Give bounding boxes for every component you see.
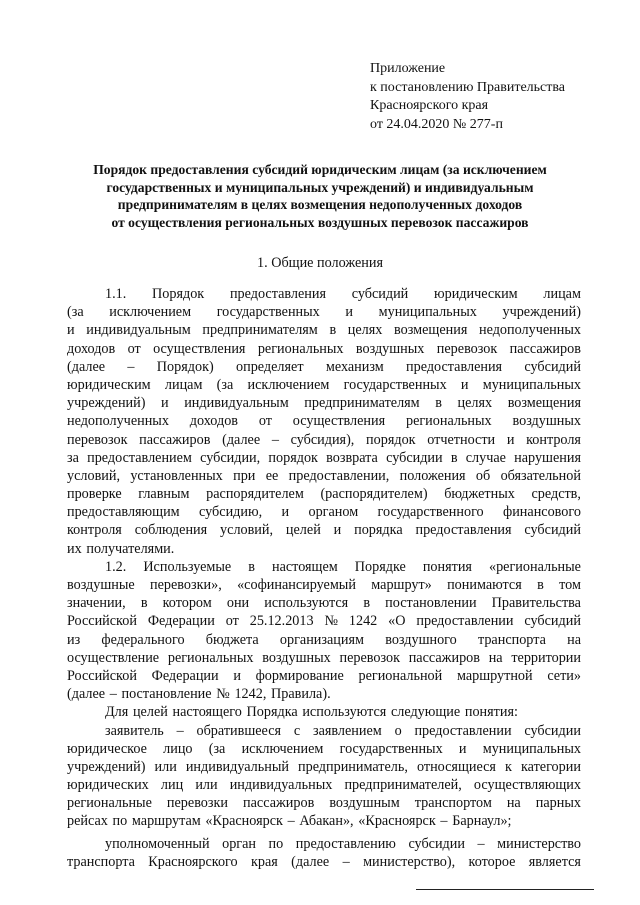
body-line: Для целей настоящего Порядка используются следующие понятия: — [105, 704, 518, 721]
body-line: учреждений) или индивидуальный предприниматель, относящиеся к категории — [67, 758, 581, 775]
body-line: Российской Федерации от 25.12.2013 № 1242 «О предоставлении субсидий — [67, 613, 581, 630]
body-line: предоставляющим субсидию, и органом государственного финансового — [67, 504, 581, 521]
body-line: 1.2. Используемые в настоящем Порядке понятия «региональные — [105, 558, 581, 575]
body-line: (далее – Порядок) определяет механизм предоставления субсидий — [67, 358, 581, 375]
title-line: от осуществления региональных воздушных перевозок пассажиров — [111, 214, 529, 230]
body-line: из федерального бюджета организациям воздушного транспорта на — [67, 631, 581, 648]
section-heading: 1. Общие положения — [257, 255, 383, 271]
body-line: и индивидуальным предпринимателям в целях возмещения недополученных — [67, 322, 581, 339]
body-text — [67, 285, 581, 871]
body-line: (далее – постановление № 1242, Правила). — [67, 686, 331, 703]
appendix-line: от 24.04.2020 № 277-п — [370, 116, 503, 132]
body-line: условий, установленных при ее предоставлении, положения об обязательной — [67, 467, 581, 484]
body-line: юридических лиц или индивидуальных предпринимателей, осуществляющих — [67, 777, 581, 794]
body-line: контроля соблюдения условий, целей и порядка предоставления субсидий — [67, 522, 581, 539]
title-line: Порядок предоставления субсидий юридическим лицам (за исключением — [93, 162, 547, 177]
body-line: рейсах по маршрутам «Красноярск – Абакан», «Красноярск – Барнаул»; — [67, 813, 512, 830]
body-line: 1.1. Порядок предоставления субсидий юридическим лицам — [105, 286, 581, 302]
body-line: учреждений) и индивидуальным предпринимателям в целях возмещения — [67, 395, 581, 412]
body-line: (за исключением государственных и муниципальных учреждений) — [67, 304, 581, 321]
body-line: Российской Федерации и формирование региональной маршрутной сети» — [67, 667, 581, 684]
body-line: воздушные перевозки», «софинансируемый маршрут» понимаются в том — [67, 577, 581, 593]
body-line: региональные перевозки пассажиров воздушным транспортом на парных — [67, 795, 581, 812]
appendix-line: Приложение — [370, 61, 446, 76]
body-line: доходов от осуществления региональных воздушных перевозок пассажиров — [67, 340, 581, 357]
body-line: перевозок пассажиров (далее – субсидия), порядок отчетности и контроля — [67, 431, 581, 448]
body-line: заявитель – обратившееся с заявлением о предоставлении субсидии — [105, 722, 581, 739]
appendix-line: Красноярского края — [370, 98, 489, 113]
appendix-header — [370, 60, 630, 134]
body-line: проверке главным распорядителем (распорядителем) бюджетных средств, — [67, 486, 581, 503]
body-line: транспорта Красноярского края (далее – министерство), которое является — [67, 853, 581, 870]
body-line: осуществление региональных воздушных перевозок пассажиров на территории — [67, 649, 581, 666]
footer-rule — [416, 889, 594, 890]
title-line: государственных и муниципальных учреждений) и индивидуальным — [106, 179, 534, 195]
body-line: их получателями. — [67, 540, 175, 557]
body-line: за предоставлением субсидии, порядок возврата субсидии в случае нарушения — [67, 449, 581, 466]
body-line: уполномоченный орган по предоставлению субсидии – министерство — [105, 835, 581, 852]
body-line: юридическим лицам (за исключением государственных и муниципальных — [67, 376, 581, 393]
body-line: недополученных доходов от осуществления региональных воздушных — [67, 413, 581, 430]
body-line: значении, в котором они используются в постановлении Правительства — [67, 595, 581, 612]
appendix-line: к постановлению Правительства — [370, 79, 566, 95]
body-line: юридическое лицо (за исключением государственных и муниципальных — [67, 740, 581, 757]
title-line: предпринимателям в целях возмещения недополученных доходов — [117, 197, 523, 212]
document-title — [60, 161, 580, 231]
